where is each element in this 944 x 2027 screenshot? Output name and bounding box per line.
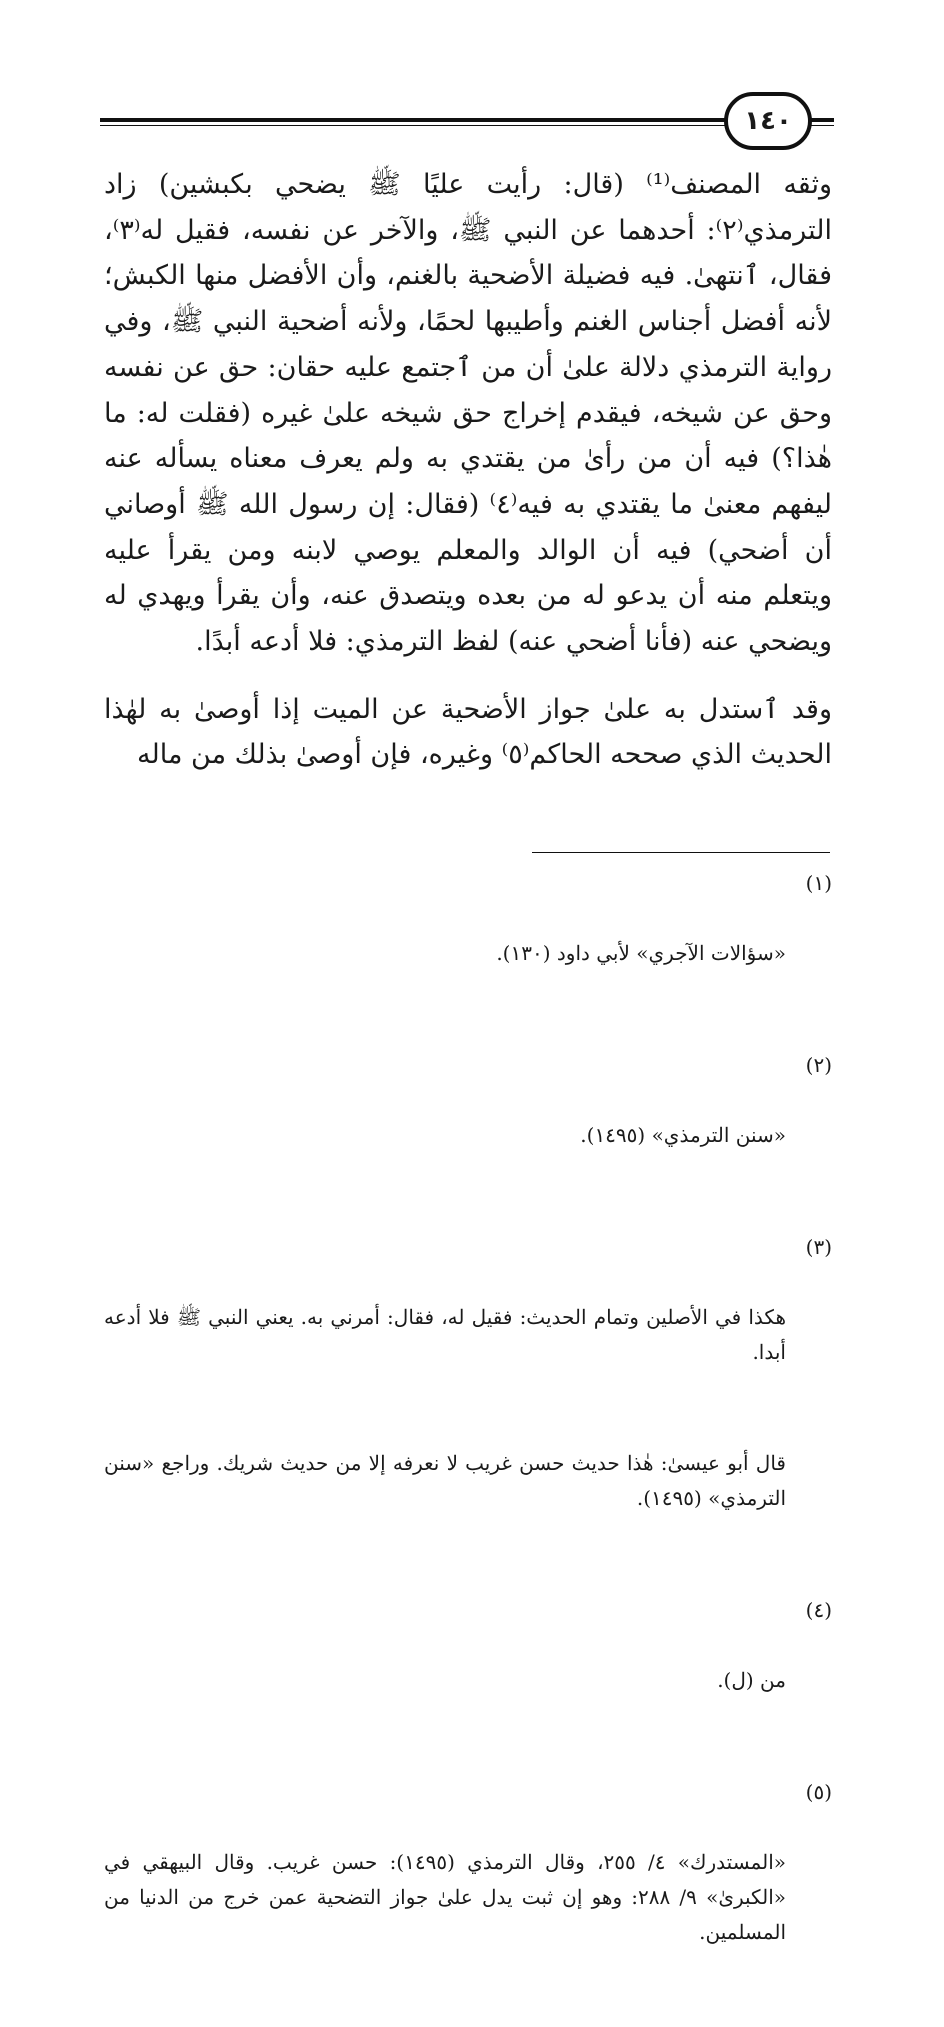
footnotes	[97, 866, 832, 2027]
footnote-number: (٢)	[805, 1053, 832, 1077]
footnote-1	[104, 866, 832, 1041]
page-number: ١٤٠	[744, 106, 792, 136]
footnote-text: قال أبو عيسىٰ: هٰذا حديث حسن غريب لا نعرفه إلا من حديث شريك. وراجع «سنن الترمذي» (١٤٩٥).	[97, 1451, 786, 1510]
footnote-2	[104, 1048, 832, 1223]
footnote-text: من (ل).	[717, 1668, 786, 1692]
header-rule-left-thin	[100, 125, 740, 126]
footnote-3	[97, 1230, 832, 1586]
header-rule-left	[100, 118, 740, 122]
header-rule-right-thin	[810, 125, 834, 126]
main-paragraph-2: وقد ٱستدل به علىٰ جواز الأضحية عن الميت إذا أوصىٰ به لهٰذا الحديث الذي صححه الحاكم⁽٥⁾ وغيره، فإن أوصىٰ بذلك من ماله	[95, 693, 832, 771]
footnote-text: هكذا في الأصلين وتمام الحديث: فقيل له، فقال: أمرني به. يعني النبي ﷺ فلا أدعه أبدا.	[97, 1305, 786, 1364]
footnote-number: (٤)	[805, 1598, 832, 1622]
footnote-5	[97, 1775, 832, 2020]
footnote-body	[97, 1230, 786, 1586]
header-rule-right	[810, 118, 834, 122]
footnote-body	[104, 1048, 786, 1223]
footnote-text: «سنن الترمذي» (١٤٩٥).	[580, 1123, 786, 1147]
page-number-badge	[724, 92, 812, 150]
page-header	[100, 92, 834, 156]
footnote-body	[104, 1593, 786, 1768]
footnote-number: (٣)	[805, 1235, 832, 1259]
footnote-separator	[532, 852, 830, 853]
footnote-body	[97, 1775, 786, 2020]
footnote-body	[104, 866, 786, 1041]
footnote-text: «المستدرك» ٤/ ٢٥٥، وقال الترمذي (١٤٩٥): حسن غريب. وقال البيهقي في «الكبرىٰ» ٩/ ٢٨٨: وهو إن ثبت يدل علىٰ جواز التضحية عمن خرج من الدنيا من المسلمين.	[97, 1850, 786, 1944]
footnote-text: «سؤالات الآجري» لأبي داود (١٣٠).	[496, 941, 786, 965]
main-paragraph-1: وثقه المصنف⁽¹⁾ (قال: رأيت عليًا ﷺ يضحي بكبشين) زاد الترمذي⁽٢⁾: أحدهما عن النبي ﷺ، والآخر عن نفسه، فقيل له⁽٣⁾، فقال، ٱنتهىٰ. فيه فضيلة الأضحية بالغنم، وأن الأفضل منها الكبش؛ لأنه أفضل أجناس الغنم وأطيبها لحمًا، ولأنه أضحية النبي ﷺ، وفي رواية الترمذي دلالة علىٰ أن من ٱجتمع عليه حقان: حق عن نفسه وحق عن شيخه، فيقدم إخراج حق شيخه علىٰ غيره (فقلت له: ما هٰذا؟) فيه أن من رأىٰ من يقتدي به ولم يعرف معناه يسأله عنه ليفهم معنىٰ ما يقتدي به فيه⁽٤⁾ (فقال: إن رسول الله ﷺ أوصاني أن أضحي) فيه أن الوالد والمعلم يوصي لابنه ومن يقرأ عليه ويتعلم منه أن يدعو له من بعده ويتصدق عنه، وأن يقرأ ويهدي له ويضحي عنه (فأنا أضحي عنه) لفظ الترمذي: فلا أدعه أبدًا.	[95, 169, 833, 658]
main-text	[95, 162, 833, 778]
footnote-4	[104, 1593, 832, 1768]
paragraph-gap	[104, 665, 832, 687]
footnote-number: (٥)	[805, 1780, 832, 1804]
footnote-number: (١)	[805, 871, 832, 895]
